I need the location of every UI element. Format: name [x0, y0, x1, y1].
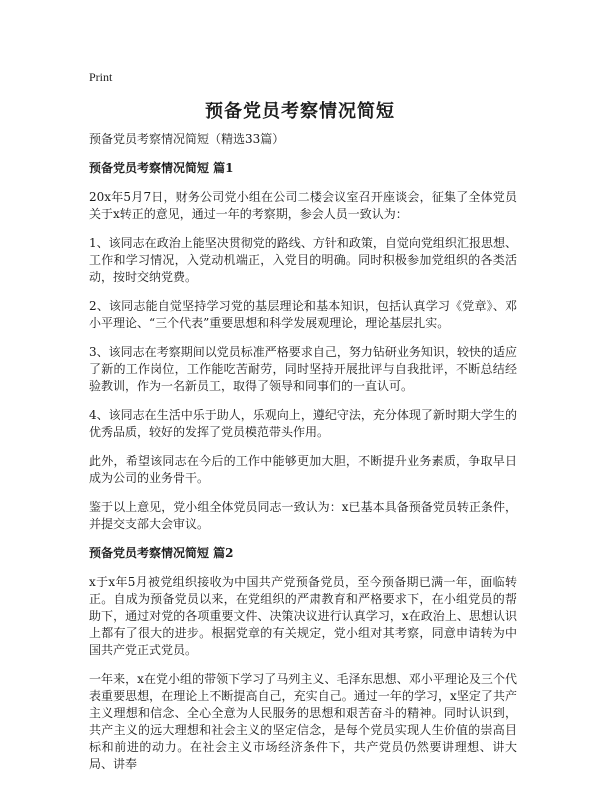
section-heading-1: 预备党员考察情况简短 篇1: [89, 161, 234, 175]
paragraph: 鉴于以上意见，党小组全体党员同志一致认为：x已基本具备预备党员转正条件，并提交支部大会审议。: [89, 500, 517, 531]
paragraph: 此外，希望该同志在今后的工作中能够更加大胆，不断提升业务素质，争取早日成为公司的业务骨干。: [89, 454, 517, 485]
paragraph: 1、该同志在政治上能坚决贯彻党的路线、方针和政策，自觉向党组织汇报思想、工作和学习情况，入党动机端正，入党目的明确。同时积极参加党组织的各类活动，按时交纳党费。: [89, 236, 517, 284]
paragraph: x于x年5月被党组织接收为中国共产党预备党员，至今预备期已满一年，面临转正。自成为预备党员以来，在党组织的严肃教育和严格要求下，在小组党员的帮助下，通过对党的各项重要文件、决策决议进行认真学习，x在政治上、思想认识上都有了很大的进步。根据党章的有关规定，党小组对其考察，同意申请转为中国共产党正式党员。: [89, 575, 517, 657]
paragraph: 20x年5月7日，财务公司党小组在公司二楼会议室召开座谈会，征集了全体党员关于x转正的意见，通过一年的考察期，参会人员一致认为：: [89, 190, 517, 221]
print-link[interactable]: Print: [89, 70, 113, 84]
document-subtitle: 预备党员考察情况简短（精选33篇）: [89, 132, 285, 146]
section-heading-2: 预备党员考察情况简短 篇2: [89, 546, 234, 560]
paragraph: 一年来，x在党小组的带领下学习了马列主义、毛泽东思想、邓小平理论及三个代表重要思想，在理论上不断提高自己，充实自己。通过一年的学习，x坚定了共产主义理想和信念、全心全意为人民服务的思想和艰苦奋斗的精神。同时认识到，共产主义的远大理想和社会主义的坚定信念，是每个党员实现人生价值的崇高目标和前进的动力。在社会主义市场经济条件下，共产党员仍然要讲理想、讲大局、讲奉: [89, 672, 517, 771]
paragraph: 3、该同志在考察期间以党员标准严格要求自己，努力钻研业务知识，较快的适应了新的工作岗位，工作能吃苦耐劳，同时坚持开展批评与自我批评，不断总结经验教训，作为一名新员工，取得了领导和同事们的一直认可。: [89, 345, 517, 393]
document-body: [89, 131, 517, 785]
paragraph: 2、该同志能自觉坚持学习党的基层理论和基本知识，包括认真学习《党章》、邓小平理论、“三个代表”重要思想和科学发展观理论，理论基层扎实。: [89, 299, 517, 330]
page-title: 预备党员考察情况简短: [205, 101, 395, 122]
paragraph: 4、该同志在生活中乐于助人，乐观向上，遵纪守法，充分体现了新时期大学生的优秀品质，较好的发挥了党员模范带头作用。: [89, 408, 517, 439]
